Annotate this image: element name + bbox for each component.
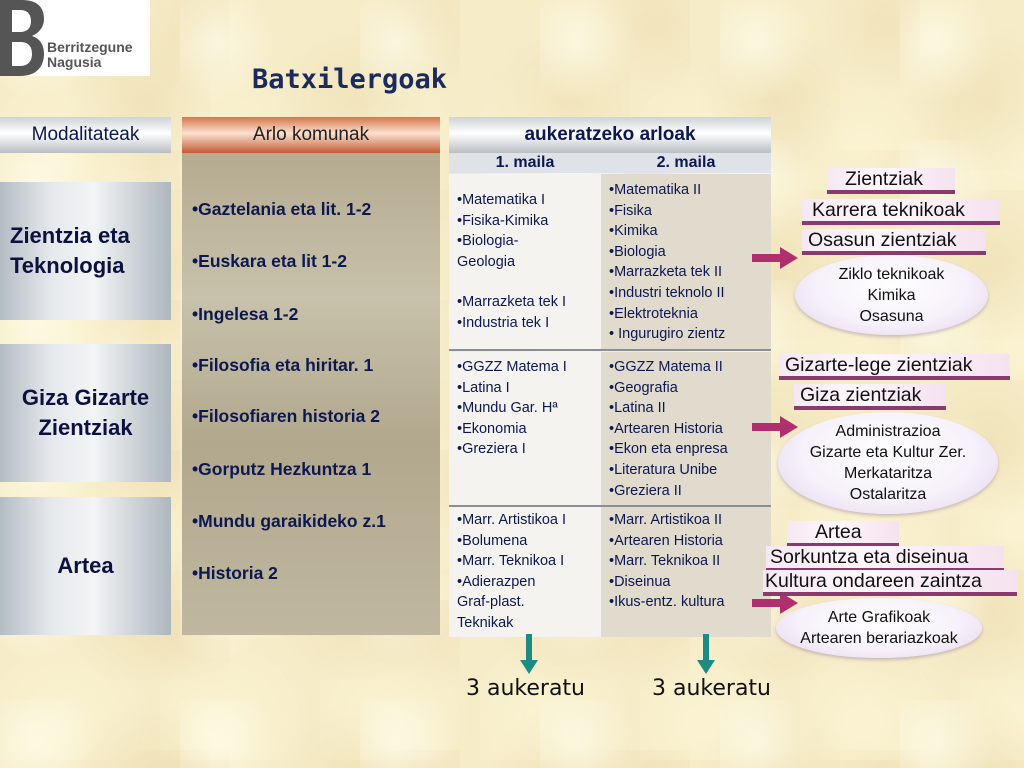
elective-spacer [457, 272, 601, 292]
electives-giza-1 [449, 352, 601, 505]
university-label: Kultura ondareen zaintza [763, 570, 1017, 596]
electives-artea-1 [449, 507, 601, 637]
elective-item: •Fisika [609, 202, 652, 219]
elective-item: •Matematika I [457, 192, 546, 208]
logo-text [47, 40, 133, 70]
elective-item: •GGZZ Matema II [609, 359, 723, 375]
elective-item: •Greziera II [609, 482, 682, 499]
header-aukeratzeko-arloak: aukeratzeko arloak [449, 117, 771, 153]
vocational-item: Osasuna [859, 307, 924, 325]
elective-item: •Artearen Historia [609, 532, 723, 549]
aukeratu-label-1: 3 aukeratu [466, 676, 586, 701]
elective-item: •Marr. Teknikoa I [457, 553, 565, 570]
vocational-oval-zientzia [795, 255, 988, 335]
elective-item: •Fisika-Kimika [457, 212, 549, 229]
arrow-right-icon [752, 416, 798, 438]
arrow-right-icon [752, 247, 798, 269]
elective-item: •Industri teknolo II [609, 284, 725, 301]
elective-item: •Ikus-entz. kultura [609, 594, 725, 611]
university-label: Giza zientziak [794, 384, 946, 410]
common-subject-label: Filosofia eta hiritar. 1 [198, 355, 374, 375]
electives-zientzia-1 [449, 174, 601, 349]
common-subject-label: Gaztelania eta lit. 1-2 [198, 199, 372, 219]
elective-item: •Mundu Gar. Hª [457, 400, 558, 417]
common-subject-label: Historia 2 [198, 563, 278, 583]
elective-item: •Literatura Unibe [609, 461, 718, 478]
electives-artea-2 [601, 507, 771, 637]
vocational-oval-artea [776, 598, 982, 658]
elective-item: • Ingurugiro zientz [609, 326, 726, 343]
vocational-oval-giza [778, 412, 998, 514]
vocational-item: Gizarte eta Kultur Zer. [809, 444, 967, 461]
aukeratu-label-2: 3 aukeratu [652, 676, 772, 701]
logo-line-1: Berritzegune [47, 39, 133, 55]
university-label: Gizarte-lege zientziak [779, 354, 1010, 380]
elective-item: •Adierazpen [457, 573, 536, 590]
common-subject: •Mundu garaikideko z.1 [192, 511, 386, 531]
elective-item: •Biologia- [457, 233, 519, 250]
elective-item: •Bolumena [457, 532, 528, 549]
vocational-item: Ziklo teknikoak [838, 265, 945, 283]
maila-2-header: 2. maila [601, 153, 771, 173]
page-title: Batxilergoak [252, 64, 448, 95]
header-modalitateak: Modalitateak [0, 117, 171, 153]
arrow-down-icon [697, 634, 715, 674]
b-letter-logo-icon [0, 0, 44, 76]
elective-item: •Artearen Historia [609, 420, 723, 437]
elective-item: •Marr. Artistikoa I [457, 512, 567, 528]
elective-item: •Diseinua [609, 573, 671, 590]
vocational-item: Merkataritza [843, 465, 933, 482]
common-subject-label: Gorputz Hezkuntza 1 [198, 459, 372, 479]
logo-line-2: Nagusia [47, 54, 102, 70]
university-label: Sorkuntza eta diseinua [766, 546, 1004, 572]
common-subject: •Gorputz Hezkuntza 1 [192, 459, 372, 479]
electives-giza-2 [601, 352, 771, 505]
elective-item: •Geografia [609, 379, 678, 396]
common-subject: •Filosofiaren historia 2 [192, 406, 380, 426]
elective-item: •Marrazketa tek II [609, 264, 723, 281]
maila-1-header: 1. maila [449, 153, 601, 173]
university-label: Osasun zientziak [802, 229, 986, 255]
elective-item: •Marr. Teknikoa II [609, 553, 721, 570]
university-label: Artea [787, 521, 899, 547]
elective-item: •Ekonomia [457, 420, 527, 437]
elective-item: Geologia [457, 253, 516, 270]
common-subject: •Ingelesa 1-2 [192, 304, 299, 324]
common-subject-label: Ingelesa 1-2 [198, 304, 299, 324]
elective-item: Graf-plast. [457, 594, 525, 611]
common-subject-label: Euskara eta lit 1-2 [198, 251, 347, 271]
vocational-item: Arte Grafikoak [827, 609, 931, 626]
vocational-item: Administrazioa [835, 423, 941, 440]
elective-item: Teknikak [457, 614, 514, 631]
university-label: Zientziak [827, 168, 955, 194]
elective-item: •Marr. Artistikoa II [609, 512, 723, 528]
electives-zientzia-2 [601, 174, 771, 349]
vocational-item: Ostalaritza [849, 486, 927, 503]
common-subject: •Euskara eta lit 1-2 [192, 251, 347, 271]
elective-item: •Kimika [609, 223, 658, 240]
university-label: Karrera teknikoak [802, 199, 1000, 225]
common-subject: •Filosofia eta hiritar. 1 [192, 355, 374, 375]
elective-item: •Greziera I [457, 441, 526, 458]
modality-zientzia: Zientzia eta Teknologia [0, 182, 171, 320]
header-arlo-komunak: Arlo komunak [182, 117, 440, 153]
row-separator [449, 349, 771, 351]
elective-item: •Latina I [457, 379, 510, 396]
common-subject: •Gaztelania eta lit. 1-2 [192, 199, 372, 219]
common-subject-label: Filosofiaren historia 2 [198, 406, 380, 426]
elective-item: •Elektroteknia [609, 305, 698, 322]
elective-item: •Matematika II [609, 182, 702, 198]
modality-artea: Artea [0, 497, 171, 635]
arrow-down-icon [520, 634, 538, 674]
logo [0, 0, 150, 76]
modality-giza: Giza Gizarte Zientziak [0, 344, 171, 482]
elective-item: •Marrazketa tek I [457, 294, 567, 311]
vocational-item: Kimika [867, 286, 916, 304]
vocational-item: Artearen berariazkoak [800, 630, 958, 647]
elective-item: •Latina II [609, 400, 666, 417]
elective-item: •Industria tek I [457, 314, 550, 331]
elective-item: •Biologia [609, 243, 666, 260]
elective-item: •GGZZ Matema I [457, 359, 567, 375]
elective-item: •Ekon eta enpresa [609, 441, 728, 458]
common-subject: •Historia 2 [192, 563, 278, 583]
common-subject-label: Mundu garaikideko z.1 [198, 511, 386, 531]
